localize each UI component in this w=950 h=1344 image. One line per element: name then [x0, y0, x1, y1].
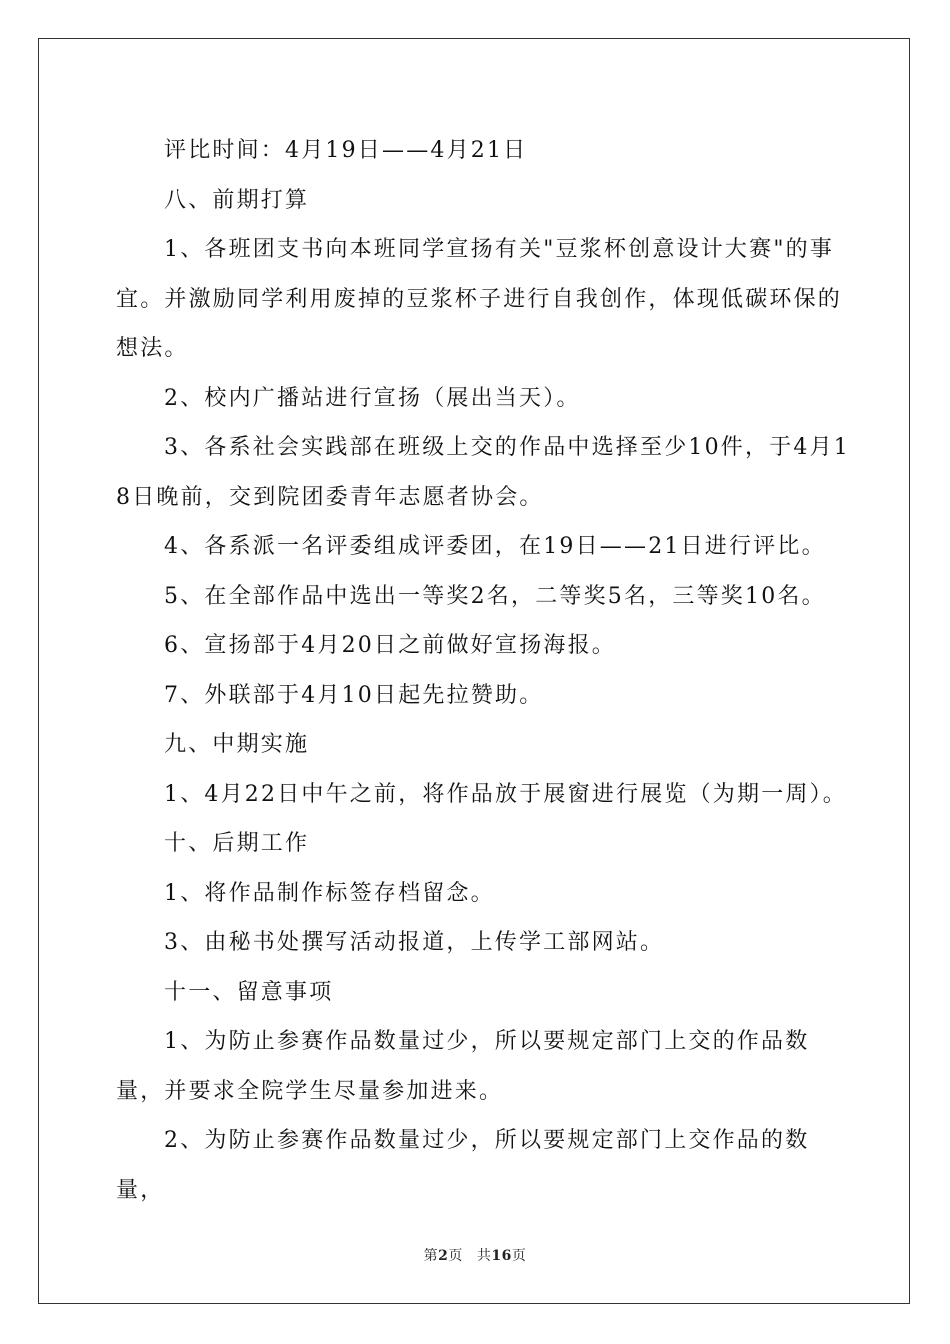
- paragraph-11-2: 2、为防止参赛作品数量过少，所以要规定部门上交作品的数量，: [116, 1128, 810, 1203]
- section-heading-11: 十一、留意事项: [164, 979, 334, 1005]
- section-heading-10: 十、后期工作: [164, 831, 310, 856]
- paragraph-10-1: 1、将作品制作标签存档留念。: [164, 880, 495, 906]
- section-heading-8: 八、前期打算: [164, 187, 310, 213]
- paragraph-8-7: 7、外联部于4月10日起先拉赞助。: [164, 682, 544, 708]
- paragraph-11-1: 1、为防止参赛作品数量过少，所以要规定部门上交的作品数量，并要求全院学生尽量参加进来。: [116, 1029, 810, 1104]
- paragraph-8-3: 3、各系社会实践部在班级上交的作品中选择至少10件，于4月18日晚前，交到院团委青年志愿者协会。: [116, 435, 850, 510]
- paragraph-10-3: 3、由秘书处撰写活动报道，上传学工部网站。: [164, 930, 665, 955]
- paragraph-8-4: 4、各系派一名评委组成评委团，在19日——21日进行评比。: [164, 534, 826, 559]
- footer-total-prefix: 共: [476, 1248, 492, 1264]
- paragraph-8-2: 2、校内广播站进行宣扬（展出当天）。: [164, 385, 581, 411]
- footer-page-total: 16: [491, 1248, 512, 1264]
- paragraph-8-5: 5、在全部作品中选出一等奖2名，二等奖5名，三等奖10名。: [164, 583, 826, 609]
- footer-page-unit: 页: [448, 1248, 463, 1264]
- paragraph-8-6: 6、宣扬部于4月20日之前做好宣扬海报。: [164, 633, 616, 658]
- paragraph-review-time: 评比时间：4月19日——4月21日: [164, 138, 528, 163]
- page-footer: [0, 1245, 950, 1265]
- paragraph-8-1: 1、各班团支书向本班同学宣扬有关"豆浆杯创意设计大赛"的事宜。并激励同学利用废掉的豆浆杯子进行自我创作，体现低碳环保的想法。: [116, 237, 843, 361]
- section-heading-9: 九、中期实施: [164, 732, 310, 757]
- footer-page-current: 2: [438, 1248, 449, 1264]
- footer-page-prefix: 第: [423, 1248, 439, 1264]
- footer-total-unit: 页: [511, 1248, 527, 1264]
- document-body: [116, 126, 856, 1215]
- paragraph-9-1: 1、4月22日中午之前，将作品放于展窗进行展览（为期一周）。: [164, 781, 847, 807]
